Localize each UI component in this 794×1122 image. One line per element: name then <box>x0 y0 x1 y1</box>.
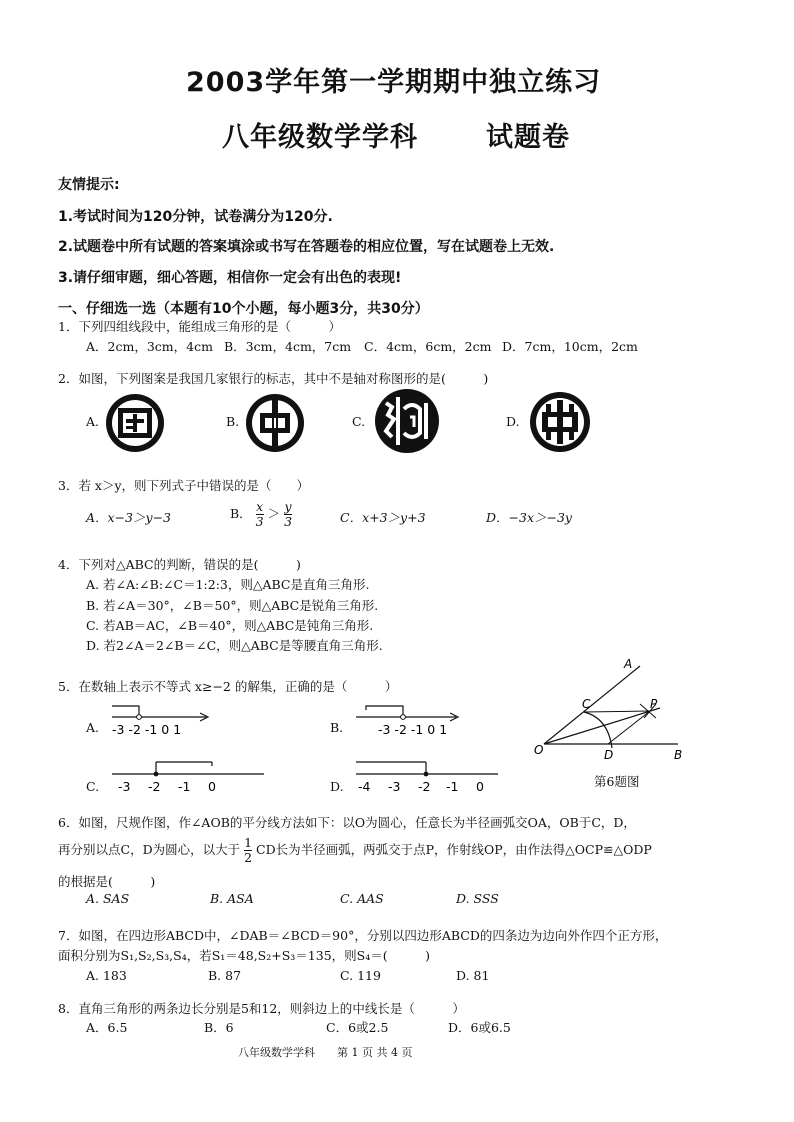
tick-label: -3 <box>118 779 131 794</box>
fraction-one-half <box>244 836 252 865</box>
q6-option-c: C. AAS <box>340 891 384 906</box>
point-label: B <box>674 748 683 762</box>
compare-sign: ＞ <box>267 506 281 521</box>
question-3-stem: 3．若 x＞y，则下列式子中错误的是（ ） <box>58 478 310 493</box>
tick-label: 0 <box>476 779 484 794</box>
q5-label-b: B. <box>330 720 344 735</box>
q2-label-a: A. <box>86 414 100 429</box>
question-5-stem: 5．在数轴上表示不等式 x≥−2 的解集，正确的是（ ） <box>58 679 398 694</box>
tick-label: -1 <box>446 779 459 794</box>
q8-option-d: D．6或6.5 <box>448 1020 511 1035</box>
q5-label-a: A. <box>86 720 100 735</box>
section-heading: 一、仔细选一选（本题有10个小题，每小题3分，共30分） <box>58 301 429 317</box>
q7-option-c: C. 119 <box>340 968 381 983</box>
q7-option-d: D. 81 <box>456 968 490 983</box>
question-7-line1: 7．如图，在四边形ABCD中，∠DAB＝∠BCD＝90°，分别以四边形ABCD的四条边为边向外作四个正方形， <box>58 928 668 943</box>
q4-option-b: B. 若∠A＝30°，∠B＝50°，则△ABC是锐角三角形. <box>86 598 379 613</box>
fraction-x-over-3 <box>256 500 264 529</box>
point-label: A <box>624 657 633 671</box>
number-line-d <box>352 756 502 796</box>
q3-option-b-label: B． <box>230 506 252 521</box>
paper-title: 试题卷 <box>486 122 570 153</box>
question-6-line1: 6．如图，尺规作图，作∠AOB的平分线方法如下：以O为圆心，任意长为半径画弧交OA，OB于C，D， <box>58 815 636 830</box>
q5-label-c: C. <box>86 779 100 794</box>
point-label: P <box>650 697 658 711</box>
q6-text-part: 再分别以点C，D为圆心，以大于 <box>58 842 241 857</box>
q6-option-b: B. ASA <box>210 891 254 906</box>
q6-option-d: D. SSS <box>456 891 499 906</box>
q7-option-b: B. 87 <box>208 968 242 983</box>
tick-label: -2 <box>148 779 161 794</box>
q8-option-c: C．6或2.5 <box>326 1020 389 1035</box>
q7-option-a: A. 183 <box>86 968 127 983</box>
q2-label-d: D. <box>506 414 520 429</box>
subject-title: 八年级数学学科 <box>222 122 418 153</box>
page-title: 2003学年第一学期期中独立练习 <box>186 67 602 98</box>
tick-label: -3 <box>388 779 401 794</box>
q3-option-c: C．x+3＞y+3 <box>340 510 426 525</box>
question-2-stem: 2．如图，下列图案是我国几家银行的标志，其中不是轴对称图形的是( ) <box>58 371 489 386</box>
q6-text-part: CD长为半径画弧，两弧交于点P，作射线OP，由作法得△OCP≌△ODP <box>256 842 652 857</box>
frac-numerator: 1 <box>244 835 253 850</box>
bank-logo-b <box>244 392 306 454</box>
tick-label: 0 <box>208 779 216 794</box>
q6-option-a: A. SAS <box>86 891 130 906</box>
q4-option-a: A. 若∠A:∠B:∠C＝1:2:3，则△ABC是直角三角形. <box>86 577 370 592</box>
question-6-line2 <box>58 836 652 865</box>
figure-6-caption: 第6题图 <box>594 774 640 789</box>
q8-option-a: A．6.5 <box>86 1020 128 1035</box>
number-line-b <box>352 700 464 740</box>
tips-heading: 友情提示: <box>58 177 120 193</box>
q1-option-b: B．3cm，4cm，7cm <box>224 339 352 354</box>
q3-option-a: A．x−3＞y−3 <box>86 510 171 525</box>
point-label: D <box>604 748 614 762</box>
q3-option-b <box>230 500 292 529</box>
q4-option-d: D. 若2∠A＝2∠B＝∠C，则△ABC是等腰直角三角形. <box>86 638 383 653</box>
page-footer: 八年级数学学科 第 1 页 共 4 页 <box>238 1046 413 1059</box>
frac-denominator: 3 <box>284 514 293 529</box>
tick-label: -1 <box>178 779 191 794</box>
fraction-y-over-3 <box>284 500 292 529</box>
q1-option-c: C．4cm，6cm，2cm <box>364 339 492 354</box>
axis-ticks: -3 -2 -1 0 1 <box>112 722 182 737</box>
number-line-c <box>108 756 268 796</box>
frac-denominator: 3 <box>255 514 264 529</box>
q4-option-c: C. 若AB＝AC，∠B＝40°，则△ABC是钝角三角形. <box>86 618 374 633</box>
figure-6-diagram <box>528 652 698 764</box>
q5-label-d: D. <box>330 779 344 794</box>
point-label: C <box>582 697 591 711</box>
tick-label: -4 <box>358 779 371 794</box>
tick-label: -2 <box>418 779 431 794</box>
tip-item: 3.请仔细审题，细心答题，相信你一定会有出色的表现! <box>58 270 402 286</box>
question-4-stem: 4．下列对△ABC的判断，错误的是( ) <box>58 557 301 572</box>
bank-logo-c <box>374 387 440 455</box>
frac-numerator: x <box>256 499 264 514</box>
q1-option-a: A．2cm，3cm，4cm <box>86 339 213 354</box>
bank-logo-d <box>528 390 592 454</box>
q3-option-d: D．−3x＞−3y <box>486 510 572 525</box>
axis-ticks: -3 -2 -1 0 1 <box>378 722 448 737</box>
question-8-stem: 8．直角三角形的两条边长分别是5和12，则斜边上的中线长是（ ） <box>58 1001 465 1016</box>
question-6-line3: 的根据是( ) <box>58 874 156 889</box>
frac-denominator: 2 <box>244 850 253 865</box>
point-label: O <box>534 743 544 757</box>
bank-logo-a <box>104 392 166 454</box>
q2-label-b: B. <box>226 414 240 429</box>
tip-item: 1.考试时间为120分钟，试卷满分为120分. <box>58 209 333 225</box>
number-line-a <box>108 700 212 740</box>
question-1-stem: 1．下列四组线段中，能组成三角形的是（ ） <box>58 319 341 334</box>
q8-option-b: B．6 <box>204 1020 234 1035</box>
q1-option-d: D．7cm，10cm，2cm <box>502 339 638 354</box>
frac-numerator: y <box>284 499 292 514</box>
question-7-line2: 面积分别为S₁,S₂,S₃,S₄，若S₁＝48,S₂+S₃＝135，则S₄＝( ) <box>58 948 430 963</box>
tip-item: 2.试题卷中所有试题的答案填涂或书写在答题卷的相应位置，写在试题卷上无效. <box>58 239 555 255</box>
q2-label-c: C. <box>352 414 366 429</box>
